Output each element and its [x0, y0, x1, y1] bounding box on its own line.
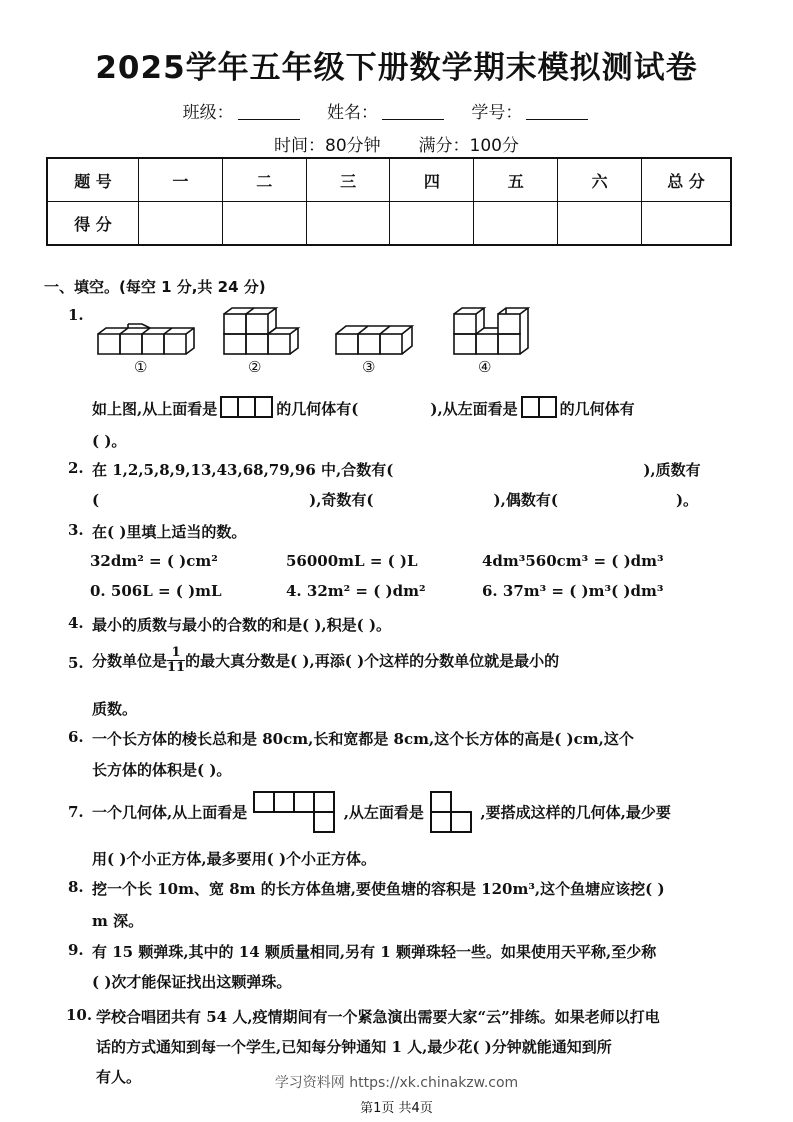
fraction-numerator: 1 — [167, 646, 185, 661]
q1-text: 的几何体有( — [276, 400, 359, 418]
score-row-label: 得 分 — [47, 202, 139, 246]
q3-item: 6. 37m³ = ( )m³( )dm³ — [482, 582, 664, 600]
q7-line1 — [92, 790, 671, 834]
q2-text: ),奇数有( — [309, 491, 374, 509]
score-cell[interactable] — [139, 202, 223, 246]
left-view-two-squares — [521, 396, 557, 418]
score-cell[interactable] — [390, 202, 474, 246]
question-number: 2. — [68, 459, 84, 477]
q2-line1 — [92, 459, 701, 480]
exam-full-score: 满分：100分 — [418, 136, 519, 156]
top-view-three-squares — [220, 396, 273, 418]
class-blank[interactable] — [238, 103, 300, 120]
q5-line1 — [92, 646, 559, 675]
q8-line2: m 深。 — [92, 912, 144, 930]
q3-item: 4. 32m² = ( )dm² — [286, 582, 426, 600]
question-number: 4. — [68, 614, 84, 632]
score-header-cell: 三 — [306, 158, 390, 202]
q9-line2: ( )次才能保证找出这颗弹珠。 — [92, 973, 292, 991]
score-table-score-row — [47, 202, 731, 246]
score-table — [46, 157, 732, 246]
question-number: 8. — [68, 878, 84, 896]
q3-item: 4dm³560cm³ = ( )dm³ — [482, 552, 664, 570]
cube-figure-3 — [336, 326, 412, 354]
q2-text: ),质数有 — [643, 461, 701, 479]
exam-time: 时间：80分钟 — [274, 136, 381, 156]
figure-label: ② — [248, 358, 262, 376]
q7-text: ,要搭成这样的几何体,最少要 — [480, 803, 671, 822]
question-number: 7. — [68, 803, 84, 821]
q5-line2: 质数。 — [92, 700, 138, 718]
exam-meta-row — [0, 131, 793, 156]
watermark: 学习资料网 https://xk.chinakzw.com — [274, 1075, 519, 1091]
q7-text: 一个几何体,从上面看是 — [92, 803, 248, 822]
id-blank[interactable] — [526, 103, 588, 120]
q2-text: ( — [92, 491, 100, 509]
q9-line1: 有 15 颗弹珠,其中的 14 颗质量相同,另有 1 颗弹珠轻一些。如果使用天平称,至少称 — [92, 943, 657, 961]
score-cell[interactable] — [642, 202, 732, 246]
fraction — [167, 646, 185, 675]
class-label: 班级： — [182, 103, 234, 123]
score-header-cell: 五 — [474, 158, 558, 202]
question-number: 5. — [68, 654, 84, 672]
q7-line2: 用( )个小正方体,最多要用( )个小正方体。 — [92, 850, 377, 868]
name-blank[interactable] — [382, 103, 444, 120]
fraction-denominator: 11 — [167, 660, 186, 675]
q8-line1: 挖一个长 10m、宽 8m 的长方体鱼塘,要使鱼塘的容积是 120m³,这个鱼塘应该挖( ) — [92, 880, 665, 898]
cube-figure-4 — [454, 308, 528, 354]
q1-text: 如上图,从上面看是 — [92, 400, 218, 418]
q5-text: 的最大真分数是( ),再添( )个这样的分数单位就是最小的 — [185, 652, 560, 670]
q7-text: ,从左面看是 — [343, 803, 424, 822]
q2-text: ),偶数有( — [493, 491, 558, 509]
score-cell[interactable] — [558, 202, 642, 246]
question-number: 10. — [66, 1006, 93, 1024]
score-header-cell: 四 — [390, 158, 474, 202]
q6-line1: 一个长方体的棱长总和是 80cm,长和宽都是 8cm,这个长方体的高是( )cm,这个 — [92, 730, 634, 748]
score-cell[interactable] — [222, 202, 306, 246]
q2-line2 — [92, 489, 698, 510]
q1-text: ),从左面看是 — [430, 400, 518, 418]
section-title: 一、填空。(每空 1 分,共 24 分) — [44, 278, 266, 296]
score-table-header-row — [47, 158, 731, 202]
score-header-cell: 六 — [558, 158, 642, 202]
q3-item: 0. 506L = ( )mL — [90, 582, 222, 600]
question-number: 1. — [68, 306, 84, 324]
q10-line1: 学校合唱团共有 54 人,疫情期间有一个紧急演出需要大家“云”排练。如果老师以打电 — [96, 1008, 660, 1026]
score-header-cell: 二 — [222, 158, 306, 202]
q6-line2: 长方体的体积是( )。 — [92, 761, 232, 779]
question-number: 9. — [68, 941, 84, 959]
cube-figure-2 — [224, 308, 298, 354]
q3-line1: 在( )里填上适当的数。 — [92, 523, 247, 541]
cube-figure-1 — [98, 324, 194, 354]
student-info-row — [0, 98, 793, 123]
q1-text: 的几何体有 — [559, 400, 635, 418]
q3-item: 32dm² = ( )cm² — [90, 552, 218, 570]
q1-line2: ( )。 — [92, 432, 127, 450]
figure-label: ④ — [478, 358, 492, 376]
q10-line2: 话的方式通知到每一个学生,已知每分钟通知 1 人,最少花( )分钟就能通知到所 — [96, 1038, 612, 1056]
q2-text: )。 — [675, 491, 699, 509]
q1-line1 — [92, 396, 635, 419]
score-cell[interactable] — [306, 202, 390, 246]
q10-line3: 有人。 — [96, 1068, 142, 1086]
id-label: 学号： — [471, 103, 523, 123]
q5-text: 分数单位是 — [92, 652, 168, 670]
page-number: 第1页 共4页 — [360, 1101, 433, 1116]
left-view-shape — [429, 790, 475, 834]
top-view-shape — [252, 790, 338, 834]
score-header-cell: 题 号 — [47, 158, 139, 202]
name-label: 姓名： — [327, 103, 378, 123]
score-header-cell: 总 分 — [642, 158, 732, 202]
q2-text: 在 1,2,5,8,9,13,43,68,79,96 中,合数有( — [92, 461, 394, 479]
cube-figures — [90, 304, 530, 382]
score-cell[interactable] — [474, 202, 558, 246]
question-number: 3. — [68, 521, 84, 539]
q3-item: 56000mL = ( )L — [286, 552, 418, 570]
figure-label: ① — [134, 358, 148, 376]
question-number: 6. — [68, 728, 84, 746]
score-header-cell: 一 — [139, 158, 223, 202]
figure-label: ③ — [362, 358, 376, 376]
q4-text: 最小的质数与最小的合数的和是( ),积是( )。 — [92, 616, 392, 634]
page-title: 2025学年五年级下册数学期末模拟测试卷 — [95, 50, 698, 86]
